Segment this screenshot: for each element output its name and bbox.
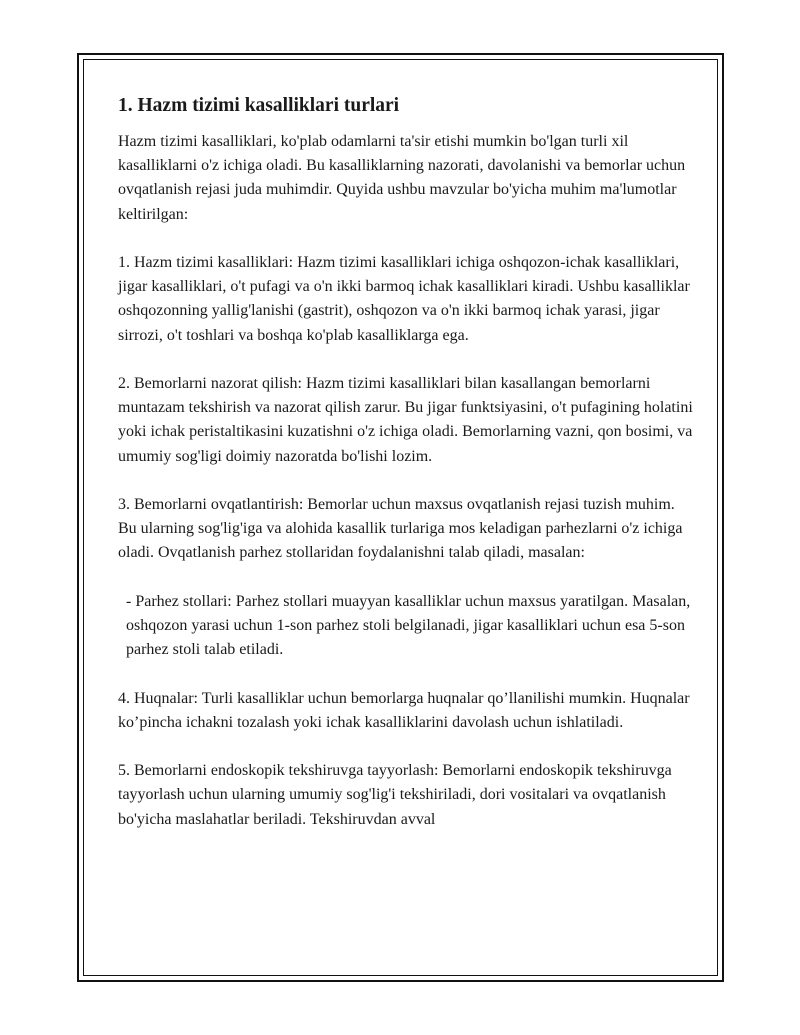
section-title: 1. Hazm tizimi kasalliklari turlari	[118, 95, 400, 116]
paragraph-item-5: 5. Bemorlarni endoskopik tekshiruvga tayyorlash: Bemorlarni endoskopik tekshiruvga tayyorlash uchun ularning umumiy sog'lig'i tekshiriladi, dori vositalari va ovqatlanish bo'yicha maslahatlar beriladi. Tekshiruvdan avval	[118, 762, 672, 828]
paragraph-item-2: 2. Bemorlarni nazorat qilish: Hazm tizimi kasalliklari bilan kasallangan bemorlarni muntazam tekshirish va nazorat qilish zarur. Bu jigar funktsiyasini, o't pufagining holatini yoki ichak peristaltikasini kuzatishni o'z ichiga oladi. Bemorlarning vazni, qon bosimi, va umumiy sog'ligi doimiy nazoratda bo'lishi lozim.	[118, 375, 693, 465]
paragraph-item-3: 3. Bemorlarni ovqatlantirish: Bemorlar uchun maxsus ovqatlanish rejasi tuzish muhim. Bu ularning sog'lig'iga va alohida kasallik turlariga mos keladigan parhezlarni o'z ichiga oladi. Ovqatlanish parhez stollaridan foydalanishni talab qiladi, masalan:	[118, 496, 683, 562]
paragraph-item-1: 1. Hazm tizimi kasalliklari: Hazm tizimi kasalliklari ichiga oshqozon-ichak kasalliklari, jigar kasalliklari, o't pufagi va o'n ikki barmoq ichak kasalliklari kiradi. Ushbu kasalliklar oshqozonning yallig'lanishi (gastrit), oshqozon va o'n ikki barmoq ichak yarasi, jigar sirrozi, o't toshlari va boshqa ko'plab kasalliklarga ega.	[118, 254, 690, 344]
paragraph-item-4: 4. Huqnalar: Turli kasalliklar uchun bemorlarga huqnalar qo’llanilishi mumkin. Huqnalar ko’pincha ichakni tozalash yoki ichak kasalliklarini davolash uchun ishlatiladi.	[118, 689, 690, 731]
document-body	[118, 92, 693, 856]
paragraph-intro: Hazm tizimi kasalliklari, ko'plab odamlarni ta'sir etishi mumkin bo'lgan turli xil kasalliklarni o'z ichiga oladi. Bu kasalliklarning nazorati, davolanishi va bemorlar uchun ovqatlanish rejasi juda muhimdir. Quyida ushbu mavzular bo'yicha muhim ma'lumotlar keltirilgan:	[118, 133, 686, 223]
paragraph-subitem-diet-tables: - Parhez stollari: Parhez stollari muayyan kasalliklar uchun maxsus yaratilgan. Masalan, oshqozon yarasi uchun 1-son parhez stoli belgilanadi, jigar kasalliklari uchun esa 5-son parhez stoli talab etiladi.	[126, 592, 691, 659]
